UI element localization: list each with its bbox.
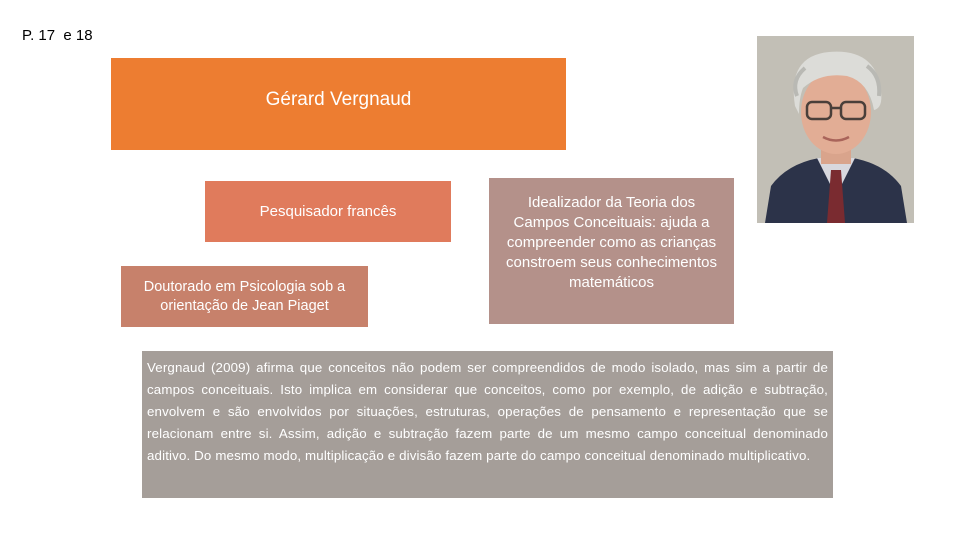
researcher-text: Pesquisador francês (259, 203, 397, 220)
page-reference: P. 17 e 18 (22, 27, 93, 44)
theory-text: Idealizador da Teoria dos Campos Conceituais: ajuda a compreender como as crianças constroem seus conhecimentos matemáticos (506, 194, 717, 291)
researcher-box (205, 181, 451, 242)
doctorate-text: Doutorado em Psicologia sob a orientação de Jean Piaget (143, 278, 346, 314)
theory-box (489, 178, 734, 324)
summary-text: Vergnaud (2009) afirma que conceitos não podem ser compreendidos de modo isolado, mas sim a partir de campos conceituais. Isto implica em considerar que conceitos, como por exemplo, de adição e subtração, envolvem e são envolvidos por situações, estruturas, operações de pensamento e representação que se relacionam entre si. Assim, adição e subtração fazem parte de um mesmo campo conceitual denominado aditivo. Do mesmo modo, multiplicação e divisão fazem parte do campo conceitual denominado multiplicativo. (147, 360, 828, 463)
portrait-illustration (757, 36, 914, 223)
portrait-photo (757, 36, 914, 223)
doctorate-box (121, 266, 368, 327)
title-text: Gérard Vergnaud (265, 89, 412, 110)
title-box (111, 58, 566, 150)
summary-box (142, 351, 833, 498)
